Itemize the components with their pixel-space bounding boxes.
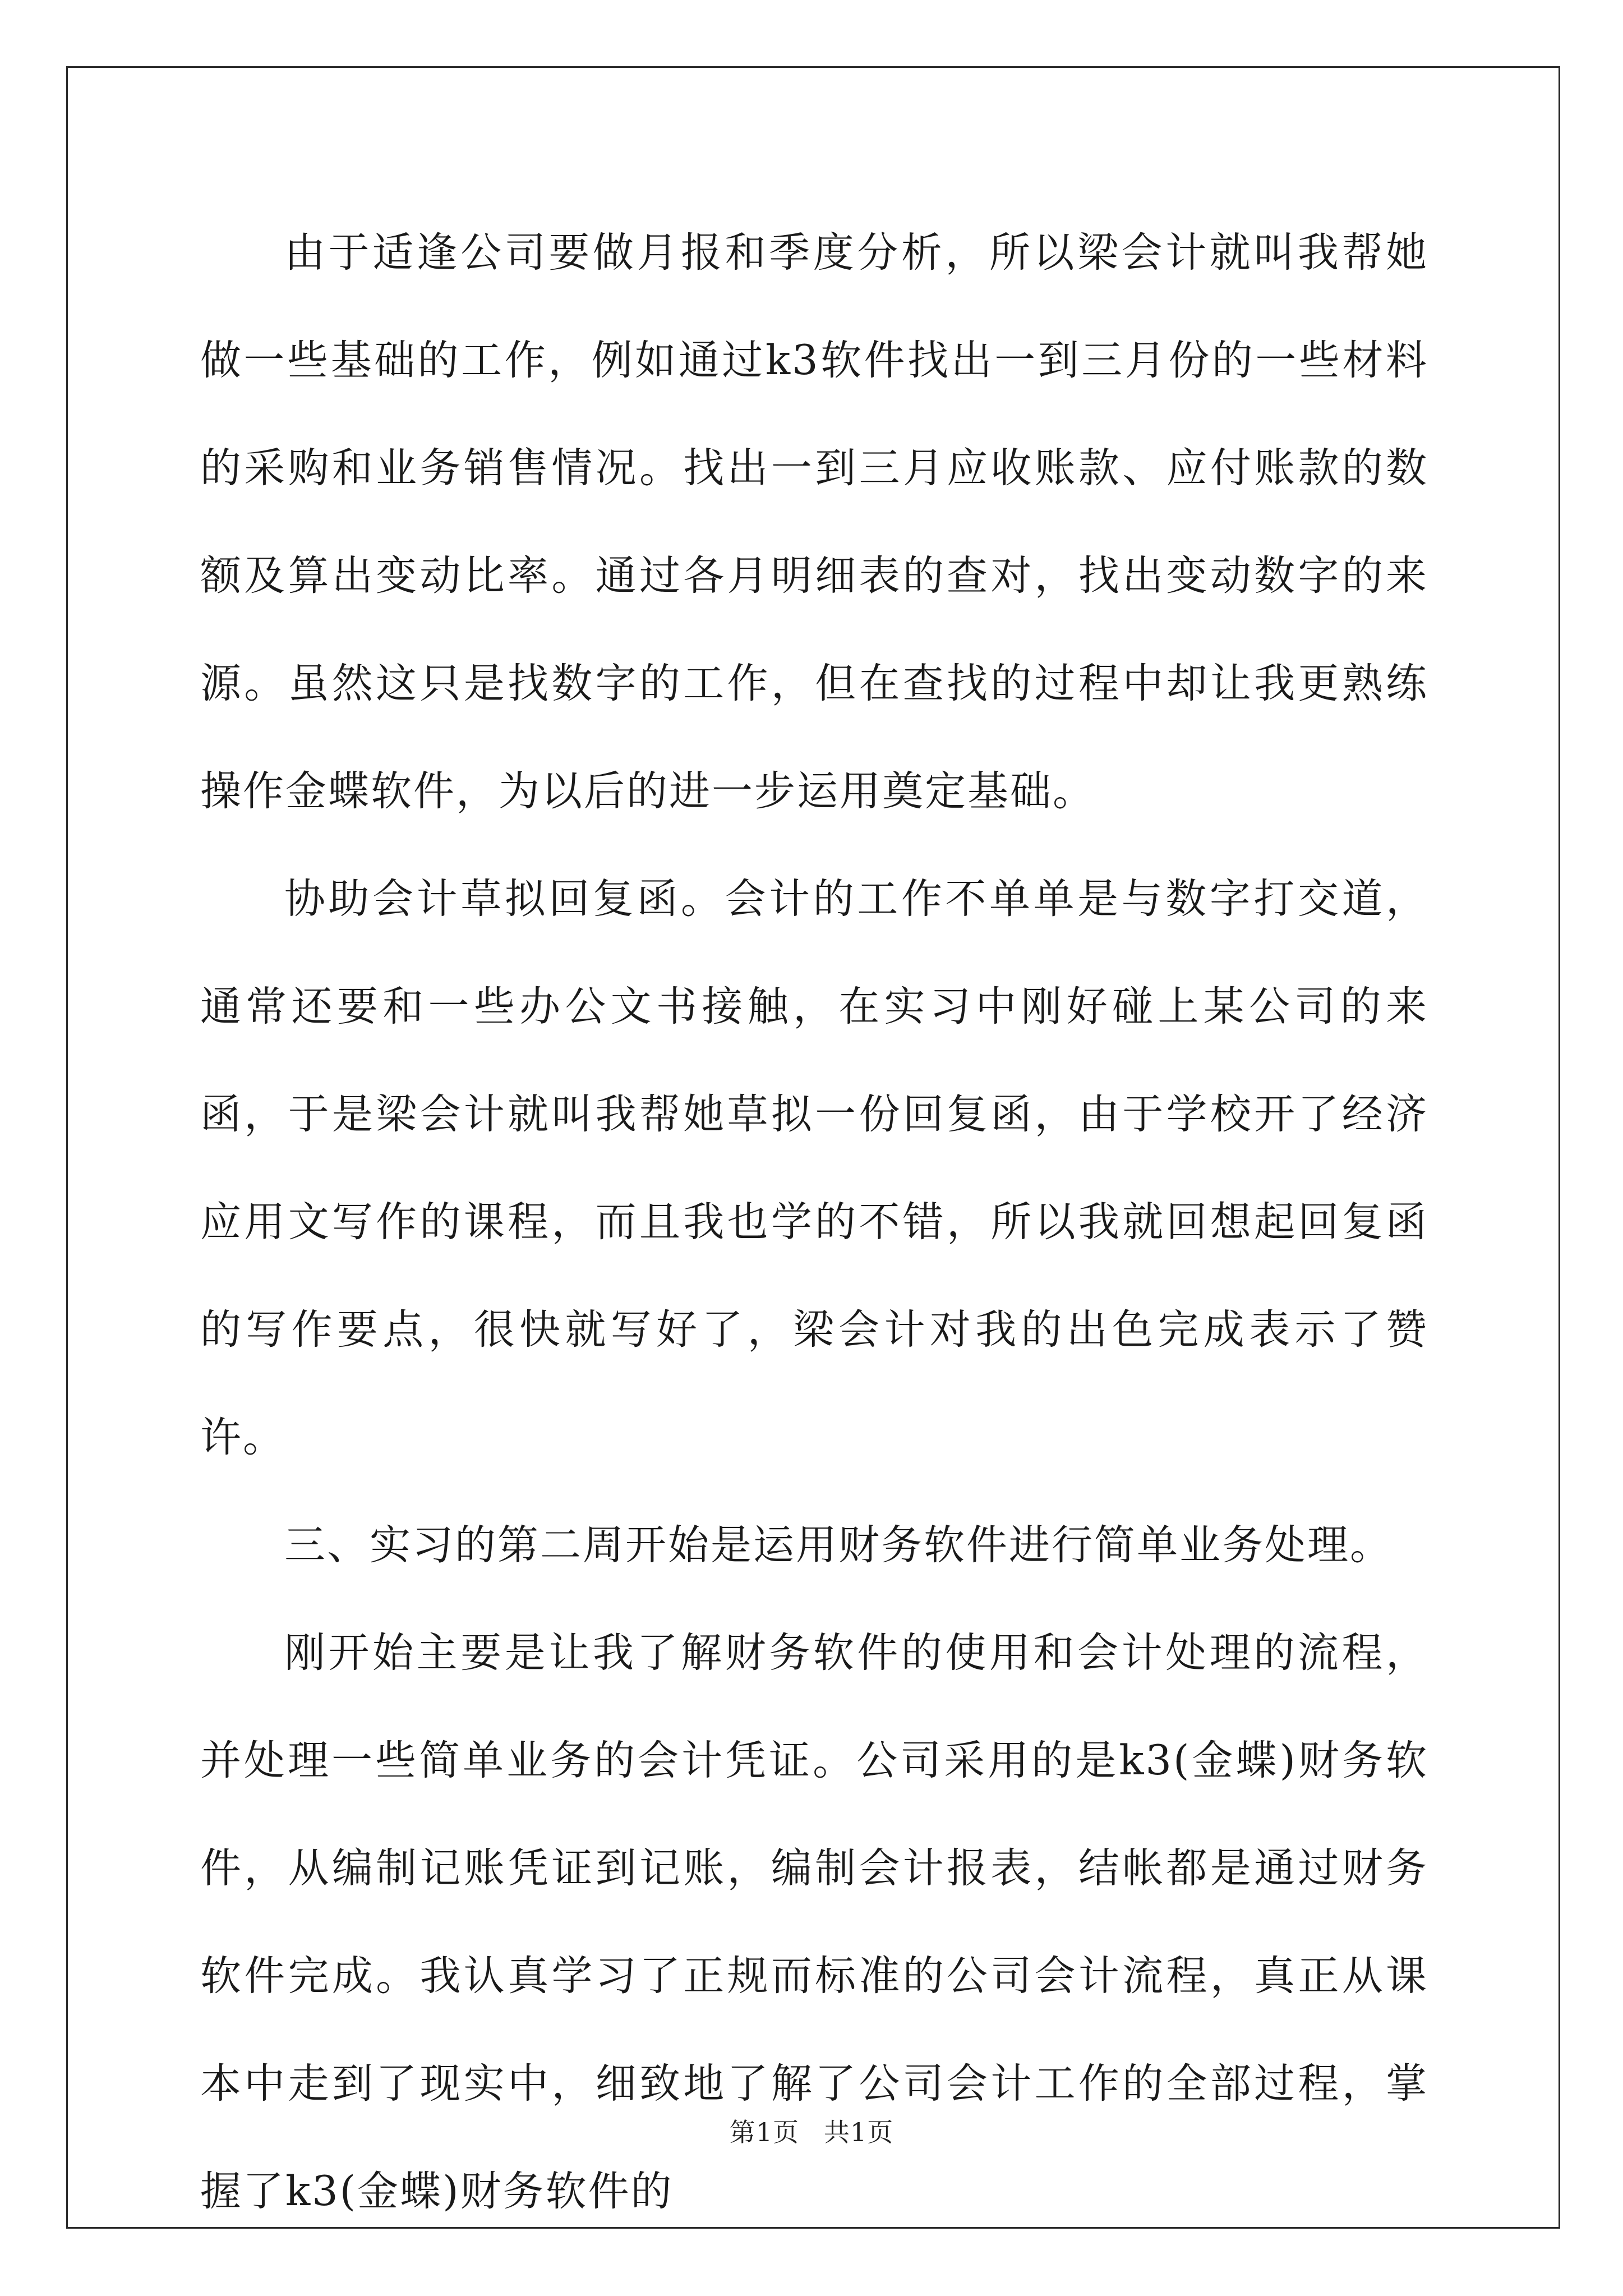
paragraph-3: 三、实习的第二周开始是运用财务软件进行简单业务处理。 <box>284 1521 1393 1569</box>
paragraph-4: 刚开始主要是让我了解财务软件的使用和会计处理的流程，并处理一些简单业务的会计凭证。公司采用的是k3(金蝶)财务软件，从编制记账凭证到记账，编制会计报表，结帐都是通过财务软件完成。我认真学习了正规而标准的公司会计流程，真正从课本中走到了现实中，细致地了解了公司会计工作的全部过程，掌握了k3(金蝶)财务软件的 <box>200 1629 1428 2215</box>
document-body <box>200 199 1428 2246</box>
page-footer <box>0 2112 1623 2149</box>
page-total: 共1页 <box>824 2117 894 2147</box>
paragraph-2: 协助会计草拟回复函。会计的工作不单单是与数字打交道，通常还要和一些办公文书接触，在实习中刚好碰上某公司的来函，于是梁会计就叫我帮她草拟一份回复函，由于学校开了经济应用文写作的课程，而且我也学的不错，所以我就回想起回复函的写作要点，很快就写好了，梁会计对我的出色完成表示了赞许。 <box>200 875 1428 1461</box>
page-number: 第1页 <box>729 2117 799 2147</box>
paragraph-1: 由于适逢公司要做月报和季度分析，所以梁会计就叫我帮她做一些基础的工作，例如通过k3软件找出一到三月份的一些材料的采购和业务销售情况。找出一到三月应收账款、应付账款的数额及算出变动比率。通过各月明细表的查对，找出变动数字的来源。虽然这只是找数字的工作，但在查找的过程中却让我更熟练操作金蝶软件，为以后的进一步运用奠定基础。 <box>200 229 1428 815</box>
